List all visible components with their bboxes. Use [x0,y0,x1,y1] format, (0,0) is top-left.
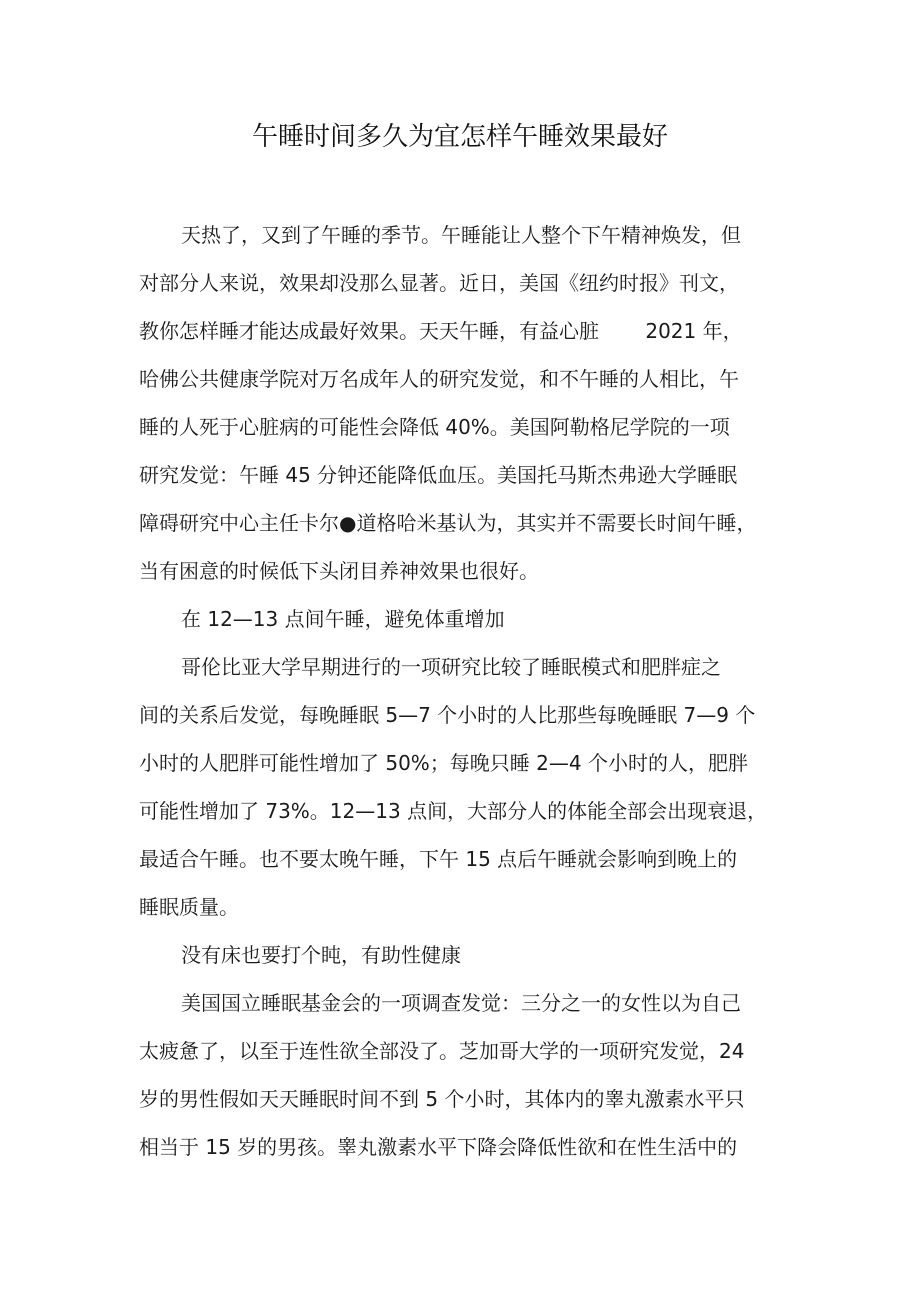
paragraph-line: 间的关系后发觉，每晚睡眠 5—7 个小时的人比那些每晚睡眠 7—9 个 [139,703,756,727]
paragraph-line: 障碍研究中心主任卡尔●道格哈米基认为，其实并不需要长时间午睡， [139,511,757,535]
paragraph-line: 哥伦比亚大学早期进行的一项研究比较了睡眠模式和肥胖症之 [181,655,721,679]
paragraph-line: 睡的人死于心脏病的可能性会降低 40%。美国阿勒格尼学院的一项 [139,415,730,439]
paragraph-line: 哈佛公共健康学院对万名成年人的研究发觉，和不午睡的人相比，午 [139,367,739,391]
paragraph-line: 天热了，又到了午睡的季节。午睡能让人整个下午精神焕发，但 [181,223,741,247]
paragraph-line: 小时的人肥胖可能性增加了 50%；每晚只睡 2—4 个小时的人，肥胖 [139,751,748,775]
paragraph-line: 可能性增加了 73%。12—13 点间，大部分人的体能全部会出现衰退， [139,799,768,823]
paragraph-line: 太疲惫了，以至于连性欲全部没了。芝加哥大学的一项研究发觉，24 [139,1039,745,1063]
section-heading: 在 12—13 点间午睡，避免体重增加 [181,607,505,631]
paragraph-line: 最适合午睡。也不要太晚午睡，下午 15 点后午睡就会影响到晚上的 [139,847,738,871]
paragraph-line: 睡眠质量。 [139,895,239,919]
paragraph-line: 教你怎样睡才能达成最好效果。天天午睡，有益心脏 2021 年， [139,319,743,343]
paragraph-line: 相当于 15 岁的男孩。睾丸激素水平下降会降低性欲和在性生活中的 [139,1135,738,1159]
paragraph-line: 岁的男性假如天天睡眠时间不到 5 个小时，其体内的睾丸激素水平只 [139,1087,745,1111]
document-title: 午睡时间多久为宜怎样午睡效果最好 [251,122,668,152]
paragraph-line: 对部分人来说，效果却没那么显著。近日，美国《纽约时报》刊文， [139,271,739,295]
section-heading: 没有床也要打个盹，有助性健康 [181,943,461,967]
paragraph-line: 研究发觉：午睡 45 分钟还能降低血压。美国托马斯杰弗逊大学睡眠 [139,463,738,487]
paragraph-line: 美国国立睡眠基金会的一项调查发觉：三分之一的女性以为自己 [181,991,741,1015]
paragraph-line: 当有困意的时候低下头闭目养神效果也很好。 [139,559,539,583]
